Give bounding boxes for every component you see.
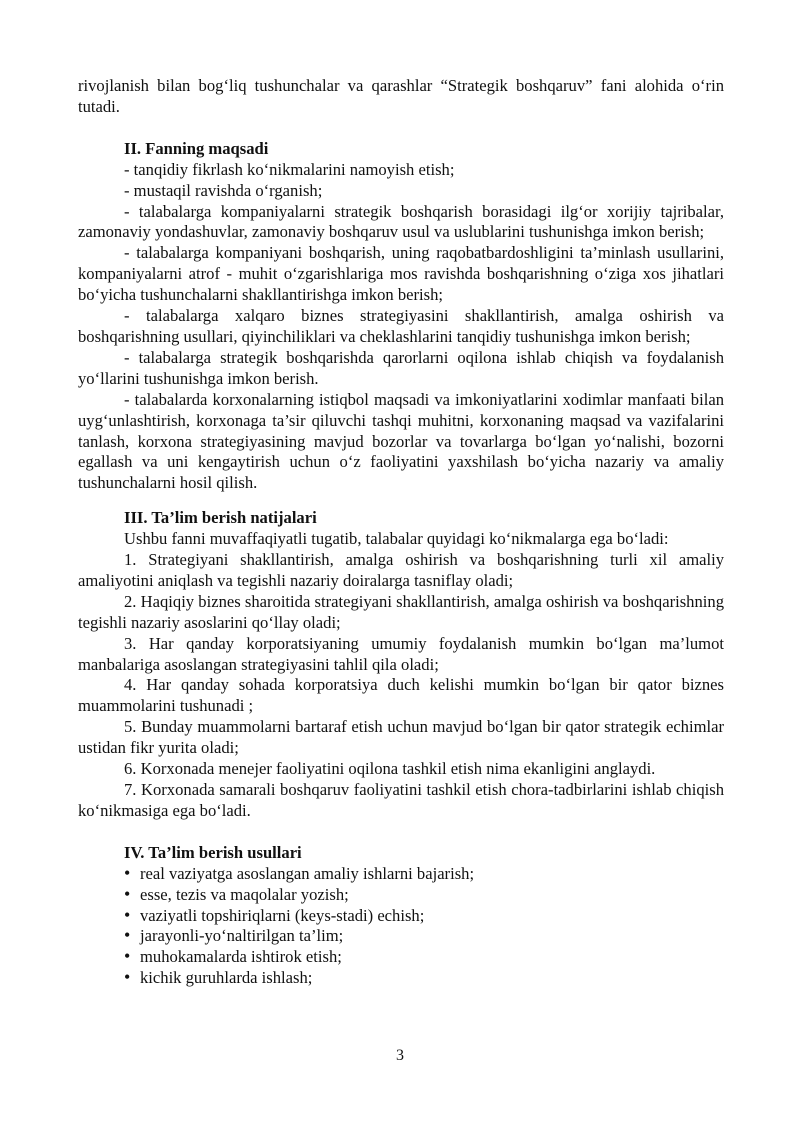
outcome-item: 6. Korxonada menejer faoliyatini oqilona tashkil etish nima ekanligini anglaydi. — [124, 759, 656, 779]
list-item: • kichik guruhlarda ishlash; — [124, 968, 724, 989]
list-item: • muhokamalarda ishtirok etish; — [124, 947, 724, 968]
goal-item: - talabalarga xalqaro biznes strategiyasini shakllantirish, amalga oshirish va boshqarishning usullari, qiyinchiliklari va cheklashlarini tanqidiy tushunishga imkon berish; — [78, 306, 724, 346]
list-item: • real vaziyatga asoslangan amaliy ishlarni bajarish; — [124, 864, 724, 885]
section-3-heading: III. Ta’lim berish natijalari — [124, 508, 317, 528]
page-number: 3 — [396, 1047, 404, 1064]
document-page — [78, 76, 724, 989]
section-2-heading: II. Fanning maqsadi — [124, 138, 269, 158]
outcome-item: 2. Haqiqiy biznes sharoitida strategiyani shakllantirish, amalga oshirish va boshqarishning tegishli nazariy asoslarini qo‘llay oladi; — [78, 591, 724, 632]
outcome-item: 7. Korxonada samarali boshqaruv faoliyatini tashkil etish chora-tadbirlarini ishlab chiqish ko‘nikmasiga ega bo‘ladi. — [78, 780, 724, 820]
list-item: • jarayonli-yo‘naltirilgan ta’lim; — [124, 926, 724, 947]
list-item: • vaziyatli topshiriqlarni (keys-stadi) echish; — [124, 906, 724, 927]
goal-item: - talabalarga kompaniyalarni strategik boshqarish borasidagi ilg‘or xorijiy tajribalar, zamonaviy yondashuvlar, zamonaviy boshqaruv usul va uslublarini tushunishga imkon berish; — [78, 201, 724, 242]
goal-item: - talabalarga strategik boshqarishda qarorlarni oqilona ishlab chiqish va foydalanish yo‘llarini tushunishga imkon berish. — [78, 347, 724, 388]
methods-list — [78, 864, 724, 989]
outcome-item: 4. Har qanday sohada korporatsiya duch kelishi mumkin bo‘lgan bir qator biznes muammolarini tushunadi ; — [78, 675, 724, 716]
goal-item: - talabalarda korxonalarning istiqbol maqsadi va imkoniyatlarini xodimlar manfaati bilan uyg‘unlashtirish, korxonaga ta’sir qiluvchi tashqi muhitni, korxonaning maqsad va vazifalarini tanlash, korxona strategiyasining mavjud bozorlar va tovarlarga bo‘lgan yo‘nalishi, bozorni egallash va uni kengaytirish uchun o‘z faoliyatini yaxshilash bo‘yicha nazariy va amaliy tushunchalarni hosil qilish. — [78, 389, 724, 493]
outcome-item: 3. Har qanday korporatsiyaning umumiy foydalanish mumkin bo‘lgan ma’lumot manbalariga asoslangan strategiyasini tahlil qila oladi; — [78, 633, 724, 674]
goal-item: - mustaqil ravishda o‘rganish; — [124, 180, 323, 200]
goal-item: - tanqidiy fikrlash ko‘nikmalarini namoyish etish; — [124, 159, 455, 179]
outcome-item: 1. Strategiyani shakllantirish, amalga oshirish va boshqarishning turli xil amaliy amaliyotini aniqlash va tegishli nazariy doiralarga tasniflay oladi; — [78, 550, 724, 590]
intro-paragraph: rivojlanish bilan bog‘liq tushunchalar va qarashlar “Strategik boshqaruv” fani alohida o‘rin tutadi. — [78, 76, 724, 116]
section-4-heading: IV. Ta’lim berish usullari — [124, 842, 302, 862]
outcome-item: 5. Bunday muammolarni bartaraf etish uchun mavjud bo‘lgan bir qator strategik echimlar ustidan fikr yurita oladi; — [78, 717, 724, 758]
outcomes-lead: Ushbu fanni muvaffaqiyatli tugatib, talabalar quyidagi ko‘nikmalarga ega bo‘ladi: — [124, 529, 669, 549]
goal-item: - talabalarga kompaniyani boshqarish, uning raqobatbardoshligini ta’minlash usullarini, kompaniyalarni atrof - muhit o‘zgarishlariga mos ravishda boshqarishning o‘ziga xos jihatlari bo‘yicha tushunchalarni shakllantirishga imkon berish; — [78, 243, 724, 305]
list-item: • esse, tezis va maqolalar yozish; — [124, 885, 724, 906]
